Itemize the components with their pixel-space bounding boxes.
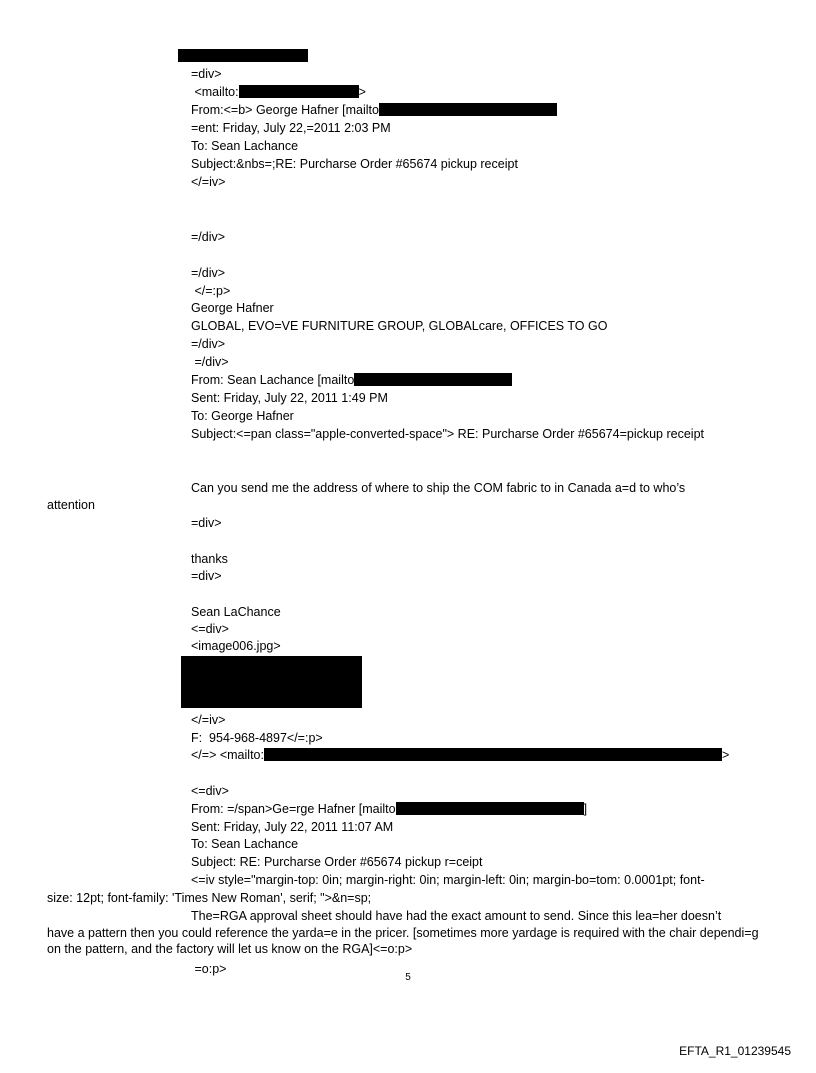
text-line: =/div> [191,230,226,244]
text-line: =/div> [191,355,229,369]
text-fragment: > [358,85,366,99]
text-line: To: Sean Lachance [191,837,299,851]
text-fragment: <mailto: [191,85,239,99]
text-line: </=iv> [191,175,226,189]
text-line [191,84,366,100]
redaction-bar [239,85,359,98]
text-line: GLOBAL, EVO=VE FURNITURE GROUP, GLOBALcare, OFFICES TO GO [191,319,608,333]
redaction-bar [379,103,557,116]
text-line [191,372,512,388]
text-line: George Hafner [191,301,274,315]
redaction-bar [354,373,512,386]
text-line: To: Sean Lachance [191,139,299,153]
redaction-header [178,49,308,62]
redaction-bar [264,748,722,761]
text-line: Sean LaChance [191,605,281,619]
text-fragment: > [721,748,730,762]
text-line: F: 954-968-4897</=:p> [191,731,323,745]
text-line: =/div> [191,337,226,351]
text-fragment: From: =/span>Ge=rge Hafner [mailto [191,802,396,816]
text-line: Sent: Friday, July 22, 2011 1:49 PM [191,391,388,405]
text-line: </=:p> [191,284,231,298]
text-line: =o:p> [191,962,227,976]
text-line: Can you send me the address of where to ship the COM fabric to in Canada a=d to who’s [191,481,686,495]
text-line: attention [47,498,95,512]
text-line: =ent: Friday, July 22,=2011 2:03 PM [191,121,391,135]
text-line [191,102,557,118]
text-line: The=RGA approval sheet should have had the exact amount to send. Since this lea=her doesn’t [191,909,722,923]
text-line: have a pattern then you could reference the yarda=e in the pricer. [sometimes more yardage is required with the chair dependi=g on the pattern, and the factory will let us know on the RGA]<=o:p> [47,926,759,956]
text-fragment: ] [583,802,588,816]
text-line [191,801,587,817]
text-line: Subject: RE: Purcharse Order #65674 pickup r=ceipt [191,855,483,869]
text-line: size: 12pt; font-family: 'Times New Roman', serif; ">&n=sp; [47,891,372,905]
text-line: To: George Hafner [191,409,294,423]
text-line: </=iv> [191,713,226,727]
text-line: =div> [191,67,222,81]
text-fragment: From: Sean Lachance [mailto [191,373,355,387]
text-line: =div> [191,516,222,530]
text-line: Subject:<=pan class="apple-converted-space"> RE: Purcharse Order #65674=pickup receipt [191,427,704,441]
document-id-footer: EFTA_R1_01239545 [679,1044,791,1058]
text-line: Sent: Friday, July 22, 2011 11:07 AM [191,820,394,834]
redaction-bar [396,802,584,815]
text-fragment: </=> <mailto: [191,748,264,762]
text-fragment: From:<=b> George Hafner [mailto [191,103,379,117]
text-line: Subject:&nbs=;RE: Purcharse Order #65674 pickup receipt [191,157,518,171]
text-line: <=div> [191,622,229,636]
page-number: 5 [405,972,411,983]
text-line: thanks [191,552,228,566]
text-line: =/div> [191,266,226,280]
text-line [191,747,729,763]
text-line: <=iv style="margin-top: 0in; margin-right: 0in; margin-left: 0in; margin-bo=tom: 0.0001pt; font- [191,873,705,887]
text-line: =div> [191,569,222,583]
redaction-block [181,656,362,708]
text-line: <=div> [191,784,229,798]
text-line: <image006.jpg> [191,639,281,653]
